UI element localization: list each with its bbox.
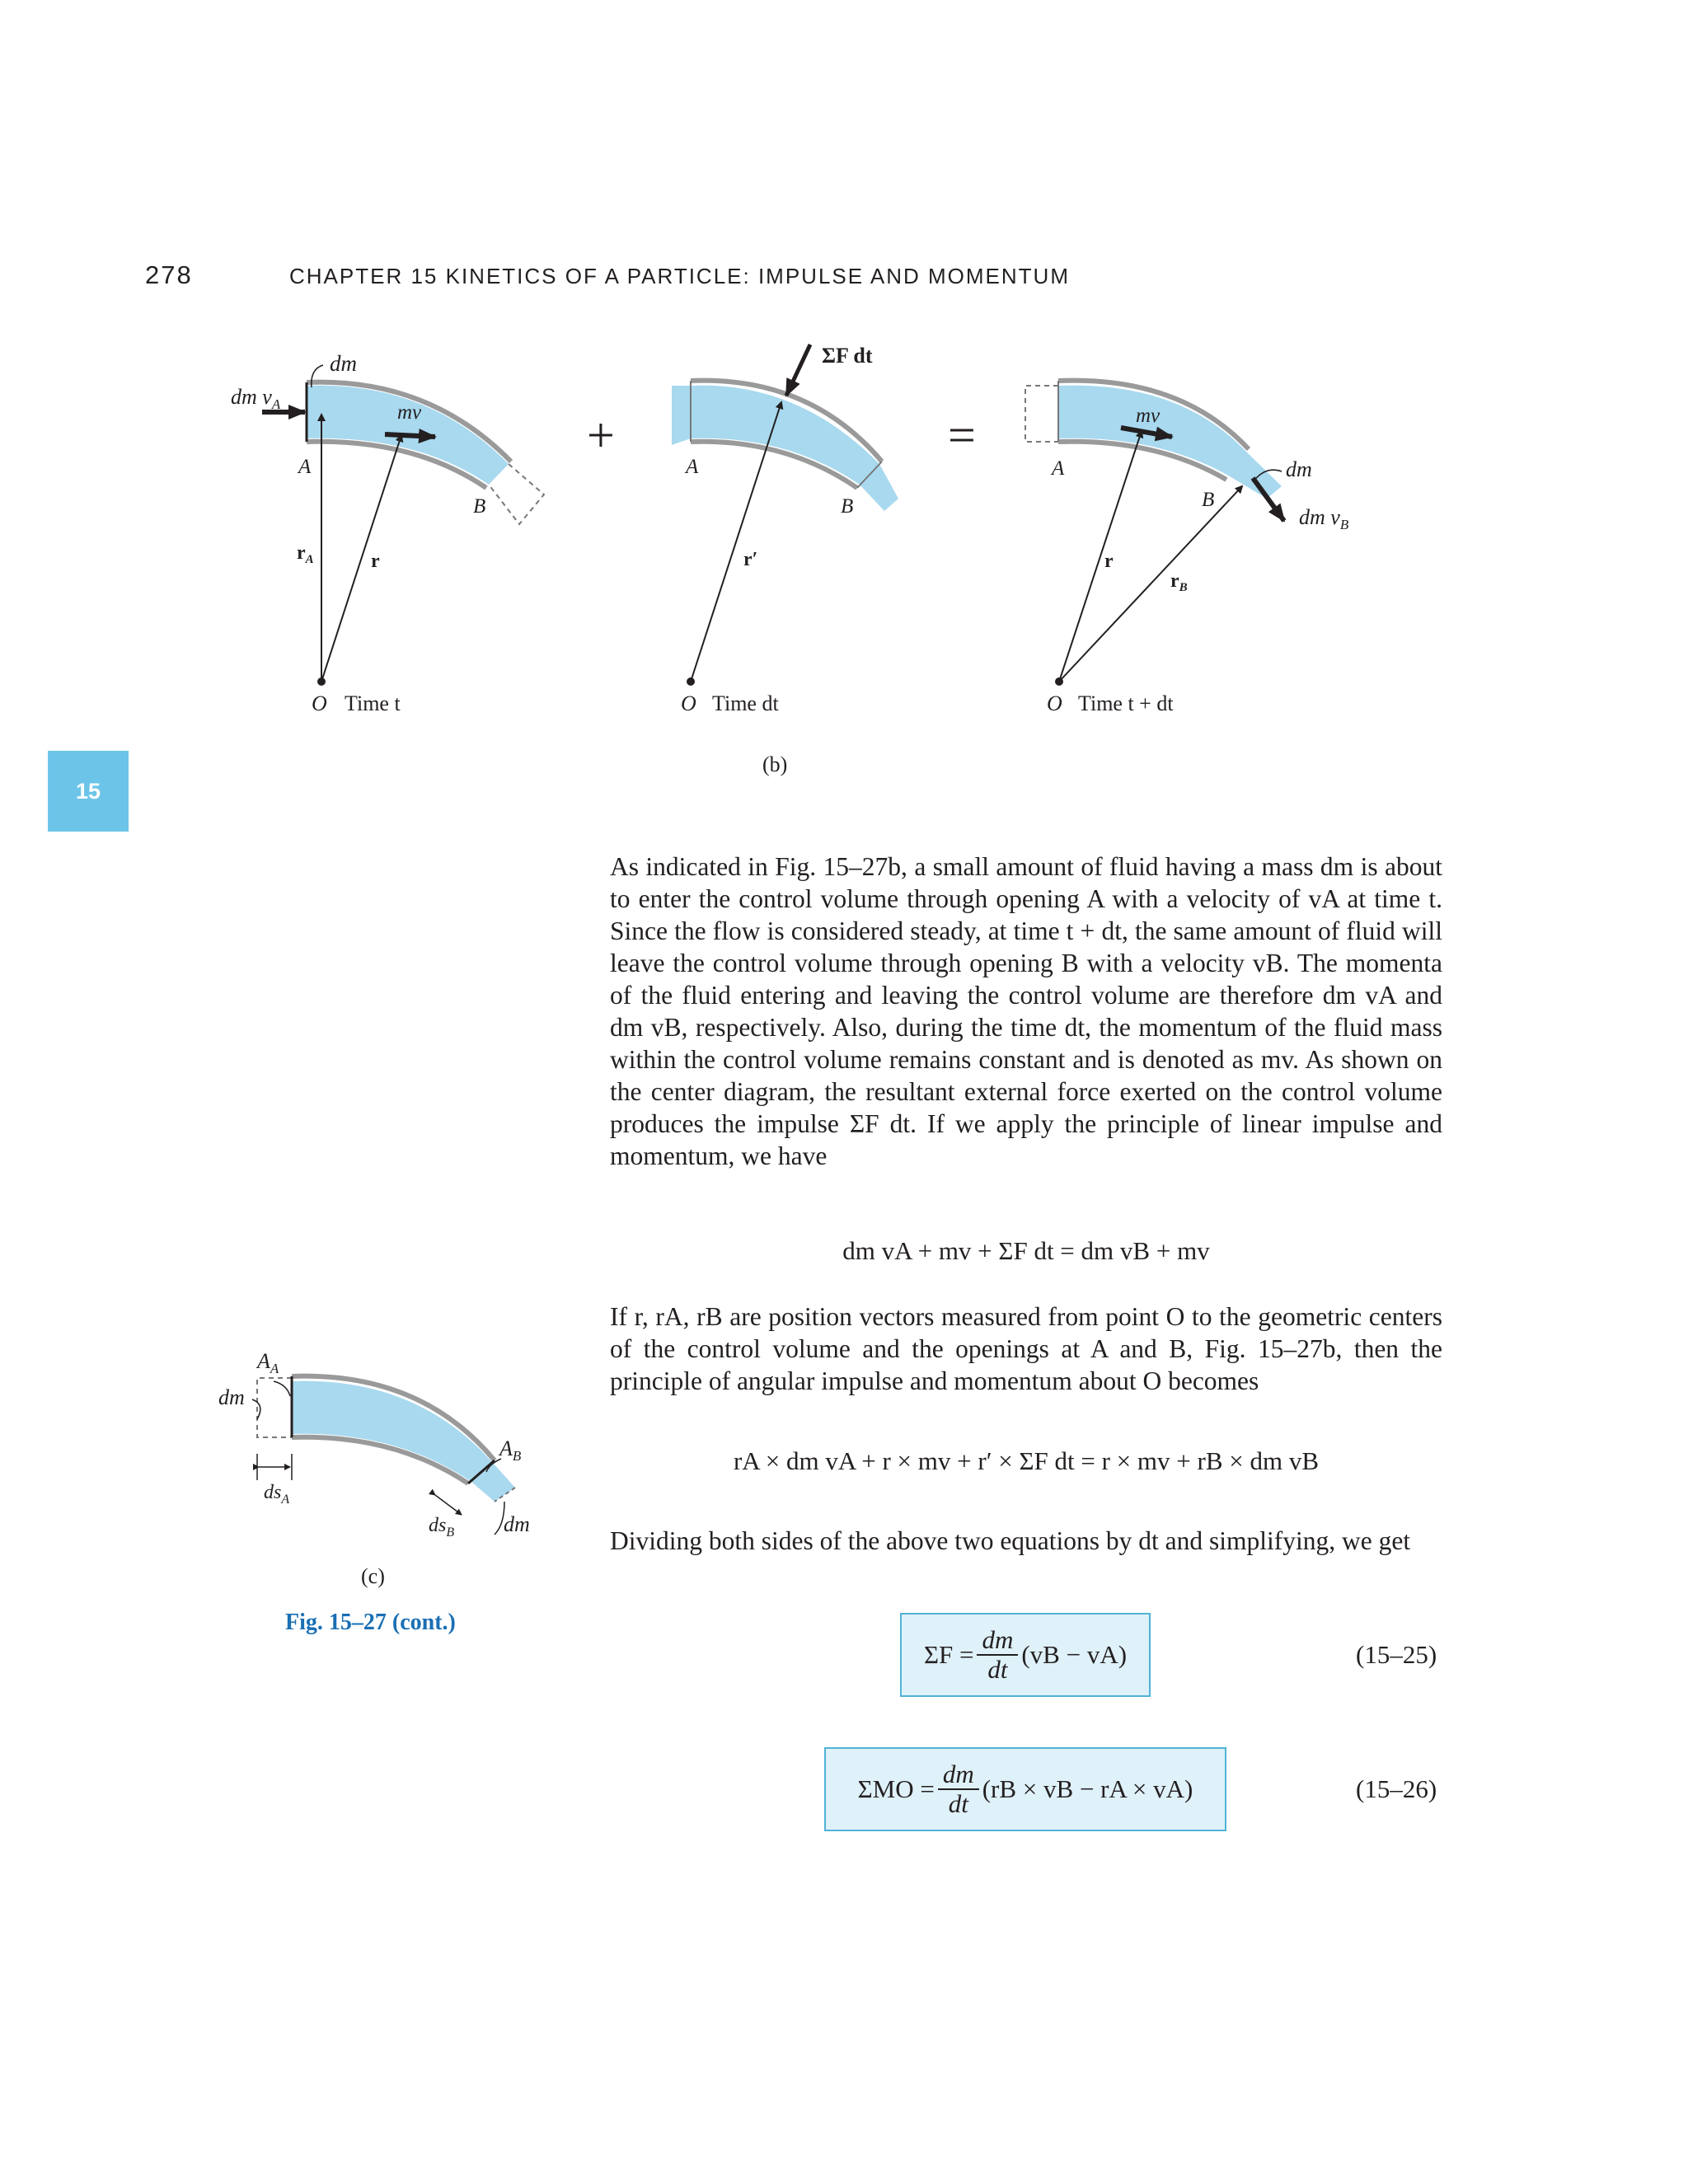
label-r: r — [1104, 551, 1114, 572]
chapter-tab: 15 — [48, 751, 129, 832]
label-dm-vA: dm $v_A$ — [231, 385, 281, 412]
label-B: B — [473, 495, 486, 518]
label-rB: $r_B$ — [1170, 570, 1188, 594]
equation-angular-momentum: rA × dm vA + r × mv + r′ × ΣF dt = r × mv + rB × dm vB — [733, 1446, 1320, 1475]
eq26-fraction — [938, 1760, 979, 1818]
entry-dashed-element — [257, 1378, 292, 1437]
fluid-region — [672, 386, 898, 511]
label-r: r — [371, 551, 380, 572]
origin-point — [317, 677, 326, 686]
page-number: 278 — [145, 260, 193, 289]
dsB-dimension — [435, 1495, 462, 1515]
label-A: A — [686, 456, 699, 478]
paragraph-3: Dividing both sides of the above two equations by dt and simplifying, we get — [610, 1526, 1411, 1555]
equation-15-26-box — [824, 1747, 1226, 1831]
diagram-time-dt — [672, 344, 898, 715]
paragraph-1: As indicated in Fig. 15–27b, a small amount of fluid having a mass dm is about to enter the control volume through opening A with a velocity of vA at time t. Since the flow is considered steady, at time t + dt, the same amount of fluid will leave the control volume through opening B with a velocity vB. The momenta of the fluid entering and leaving the control volume are therefore dm vA and dm vB, respectively. Also, during the time dt, the momentum of the fluid mass within the control volume remains constant and is denoted as mv. As shown on the center diagram, the resultant external force exerted on the control volume produces the impulse ΣF dt. If we apply the principle of linear impulse and momentum, we have — [610, 852, 1442, 1170]
dm-left-leader — [252, 1399, 260, 1419]
eq26-numerator: dm — [938, 1760, 979, 1790]
label-A: A — [1052, 457, 1065, 480]
mv-arrow — [385, 434, 435, 437]
label-O: O — [312, 691, 327, 715]
diagram-time-t — [231, 351, 544, 715]
label-dsB: $ds_B$ — [429, 1515, 455, 1540]
origin-point — [1055, 677, 1063, 686]
equation-number-15-26: (15–26) — [1356, 1774, 1437, 1803]
rB-vector — [1059, 486, 1242, 682]
eq26-denominator: dt — [948, 1789, 968, 1818]
label-AB: $A_B$ — [499, 1436, 522, 1464]
equation-15-25-box — [900, 1613, 1151, 1697]
diagram-time-t-dt — [1025, 381, 1349, 715]
label-dsA: $ds_A$ — [264, 1482, 290, 1507]
entry-dashed-element — [1025, 386, 1058, 442]
label-dm: dm — [1286, 457, 1312, 481]
fluid-region — [292, 1381, 515, 1502]
figure-b — [0, 0, 1688, 808]
r-vector — [321, 435, 401, 682]
label-dm: dm — [330, 351, 357, 376]
equation-number-15-25: (15–25) — [1356, 1640, 1437, 1669]
figure-label: Fig. 15–27 (cont.) — [285, 1610, 456, 1635]
eq26-rhs: (rB × vB − rA × vA) — [982, 1774, 1193, 1803]
label-dm-right: dm — [504, 1512, 530, 1536]
figure-b-caption: (b) — [762, 752, 788, 776]
eq26-lhs: ΣMO = — [857, 1774, 935, 1803]
label-mv: mv — [1136, 405, 1160, 427]
label-time-dt: Time dt — [712, 691, 779, 715]
label-AA: $A_A$ — [257, 1349, 279, 1376]
eq25-denominator: dt — [987, 1655, 1008, 1684]
label-O: O — [681, 691, 696, 715]
label-mv: mv — [397, 401, 422, 424]
eq25-fraction — [977, 1626, 1018, 1684]
r-vector — [1059, 431, 1142, 682]
AA-leader — [274, 1381, 290, 1396]
label-force-impulse: ΣF dt — [822, 344, 873, 368]
label-O: O — [1047, 691, 1062, 715]
paragraph-2: If r, rA, rB are position vectors measured from point O to the geometric centers of the control volume and the openings at A and B, Fig. 15–27b, then the principle of angular impulse and momentum about O becomes — [610, 1302, 1442, 1395]
figure-c-caption: (c) — [361, 1564, 385, 1588]
label-B: B — [841, 495, 854, 518]
eq25-numerator: dm — [977, 1626, 1018, 1656]
label-time-t-dt: Time t + dt — [1078, 691, 1174, 715]
label-r-prime: r′ — [743, 549, 758, 570]
equals-sign: = — [948, 408, 976, 462]
eq25-lhs: ΣF = — [923, 1640, 974, 1669]
eq25-rhs: (vB − vA) — [1021, 1640, 1128, 1669]
running-head: CHAPTER 15 KINETICS OF A PARTICLE: IMPULSE AND MOMENTUM — [289, 264, 1070, 288]
label-dm-left: dm — [218, 1385, 245, 1409]
label-B: B — [1202, 489, 1215, 511]
label-rA: $r_A$ — [297, 542, 314, 566]
force-arrow — [786, 344, 810, 396]
label-time-t: Time t — [345, 691, 401, 715]
plus-sign: + — [587, 408, 615, 462]
equation-linear-momentum: dm vA + mv + ΣF dt = dm vB + mv — [842, 1236, 1210, 1265]
origin-point — [687, 677, 695, 686]
label-dm-vB: dm $v_B$ — [1299, 505, 1349, 532]
figure-c — [0, 1319, 593, 1599]
label-A: A — [298, 456, 312, 478]
